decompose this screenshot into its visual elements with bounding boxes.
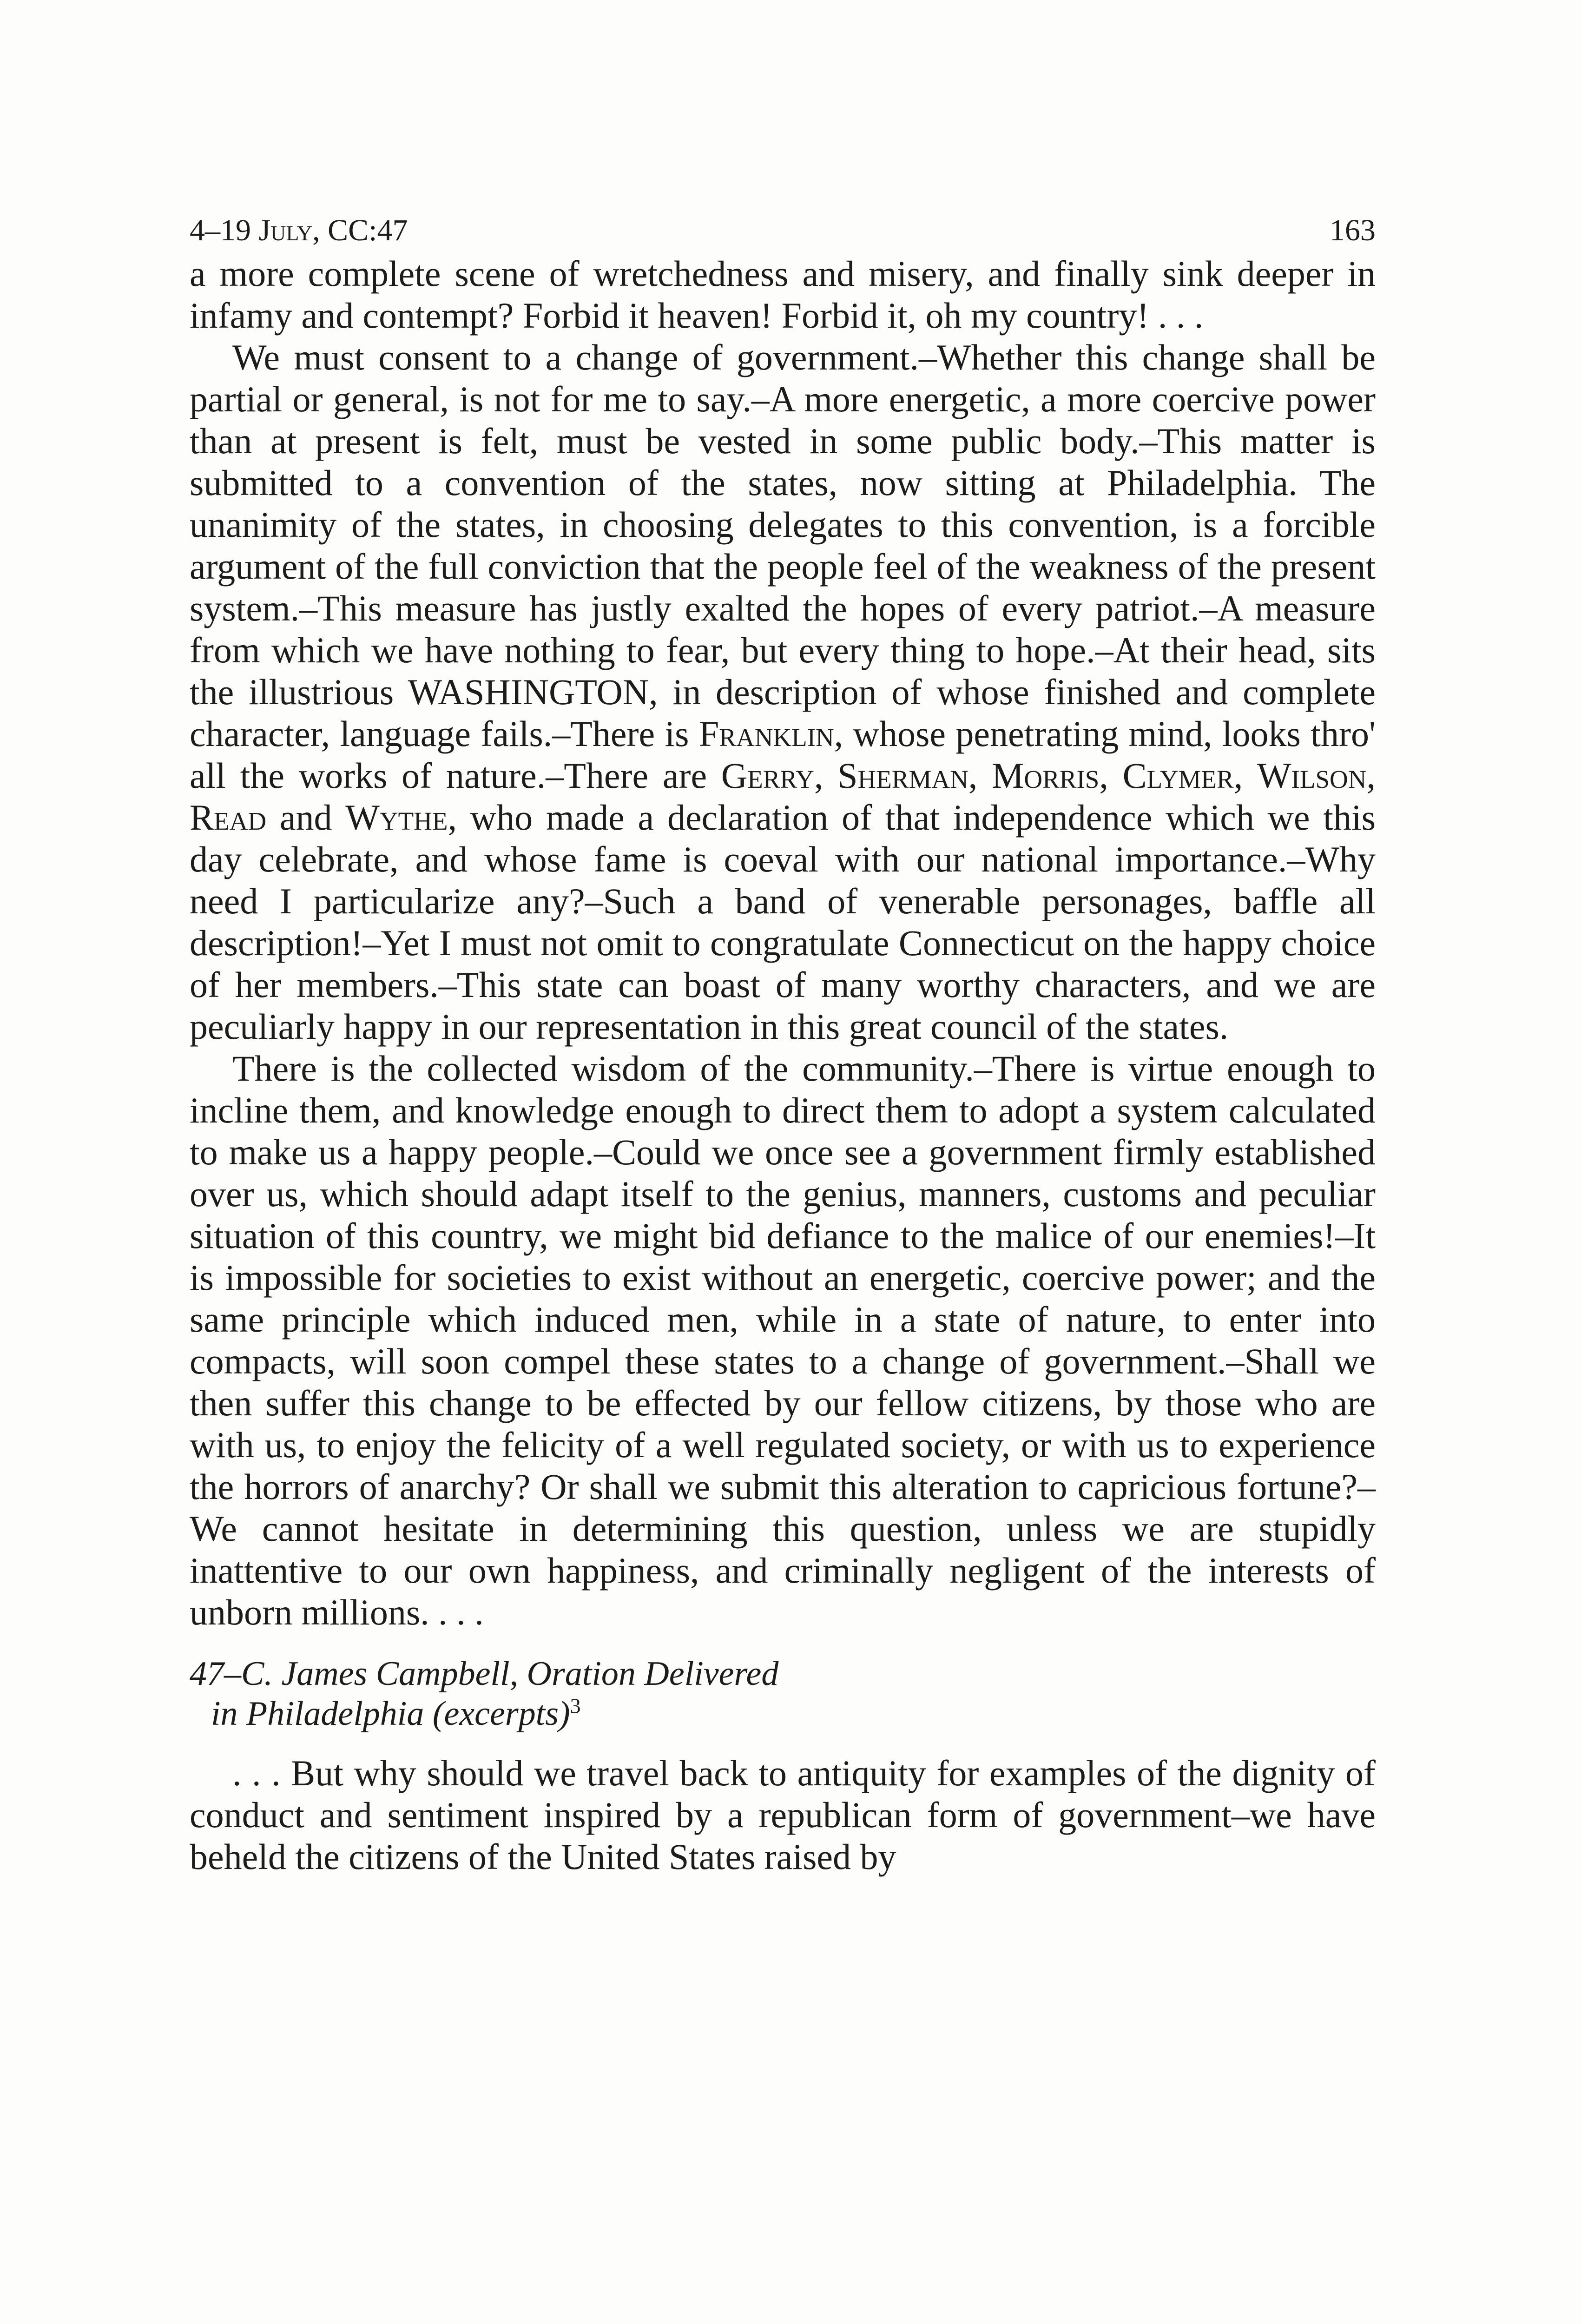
separator: , (1233, 755, 1257, 796)
document-reference: , CC:47 (312, 213, 408, 247)
excerpt-text (190, 1752, 1376, 1878)
name-wythe: Wythe (345, 797, 448, 838)
name-franklin: Franklin (698, 713, 834, 754)
paragraph-1: a more complete scene of wretchedness and misery, and finally sink deeper in infamy and contempt? Forbid it heaven! Forbid it, oh my country! . . . (190, 253, 1376, 336)
separator: , (814, 755, 838, 796)
paragraph-2-text-b: , whose penetrating mind, looks thro' all the works of nature.–There are (190, 713, 1376, 796)
name-clymer: Clymer (1122, 755, 1234, 796)
separator: , (968, 755, 992, 796)
body-text (190, 253, 1376, 1633)
running-head (190, 208, 1376, 253)
name-gerry: Gerry (721, 755, 814, 796)
section-heading-line-2-text: in Philadelphia (excerpts) (211, 1695, 570, 1733)
date-month: July (258, 213, 313, 247)
name-read: Read (190, 797, 267, 838)
name-sherman: Sherman (837, 755, 968, 796)
section-heading (190, 1654, 1376, 1734)
separator: , (1366, 755, 1376, 796)
separator: , (1099, 755, 1123, 796)
name-wilson: Wilson (1257, 755, 1367, 796)
paragraph-2-text-a: We must consent to a change of government.–Whether this change shall be partial or general, is not for me to say.–A more energetic, a more coercive power than at present is felt, must be vested in some public body.–This matter is submitted to a convention of the states, now sitting at Philadelphia. The unanimity of the states, in choosing delegates to this convention, is a forcible argument of the full conviction that the people feel of the weakness of the present system.–This measure has justly exalted the hopes of every patriot.–A measure from which we have nothing to fear, but every thing to hope.–At their head, sits the illustrious WASHINGTON, in description of whose finished and complete character, language fails.–There is (190, 337, 1376, 754)
excerpt-paragraph-1: . . . But why should we travel back to antiquity for examples of the dignity of conduct and sentiment inspired by a republican form of government–we have beheld the citizens of the United States raised by (190, 1753, 1376, 1877)
document-page (190, 208, 1376, 1878)
paragraph-2 (190, 337, 1376, 1048)
running-head-citation (190, 208, 408, 253)
date-range: 4–19 (190, 213, 259, 247)
page-number: 163 (1330, 213, 1376, 247)
section-heading-line-2 (190, 1694, 1376, 1734)
section-heading-line-1: 47–C. James Campbell, Oration Delivered (190, 1655, 779, 1693)
footnote-marker: 3 (570, 1694, 581, 1718)
conjunction: and (266, 797, 346, 838)
paragraph-2-text-c: , who made a declaration of that independence which we this day celebrate, and whose fame is coeval with our national importance.–Why need I particularize any?–Such a band of venerable personages, baffle all description!–Yet I must not omit to congratulate Connecticut on the happy choice of her members.–This state can boast of many worthy characters, and we are peculiarly happy in our representation in this great council of the states. (190, 797, 1376, 1047)
paragraph-3: There is the collected wisdom of the community.–There is virtue enough to incline them, and knowledge enough to direct them to adopt a system calculated to make us a happy people.–Could we once see a government firmly established over us, which should adapt itself to the genius, manners, customs and peculiar situation of this country, we might bid defiance to the malice of our enemies!–It is impossible for societies to exist without an energetic, coercive power; and the same principle which induced men, while in a state of nature, to enter into compacts, will soon compel these states to a change of government.–Shall we then suffer this change to be effected by our fellow citizens, by those who are with us, to enjoy the felicity of a well regulated society, or with us to experience the horrors of anarchy? Or shall we submit this alteration to capricious fortune?–We cannot hesitate in determining this question, unless we are stupidly inattentive to our own happiness, and criminally negligent of the interests of unborn millions. . . . (190, 1048, 1376, 1632)
name-morris: Morris (992, 755, 1100, 796)
